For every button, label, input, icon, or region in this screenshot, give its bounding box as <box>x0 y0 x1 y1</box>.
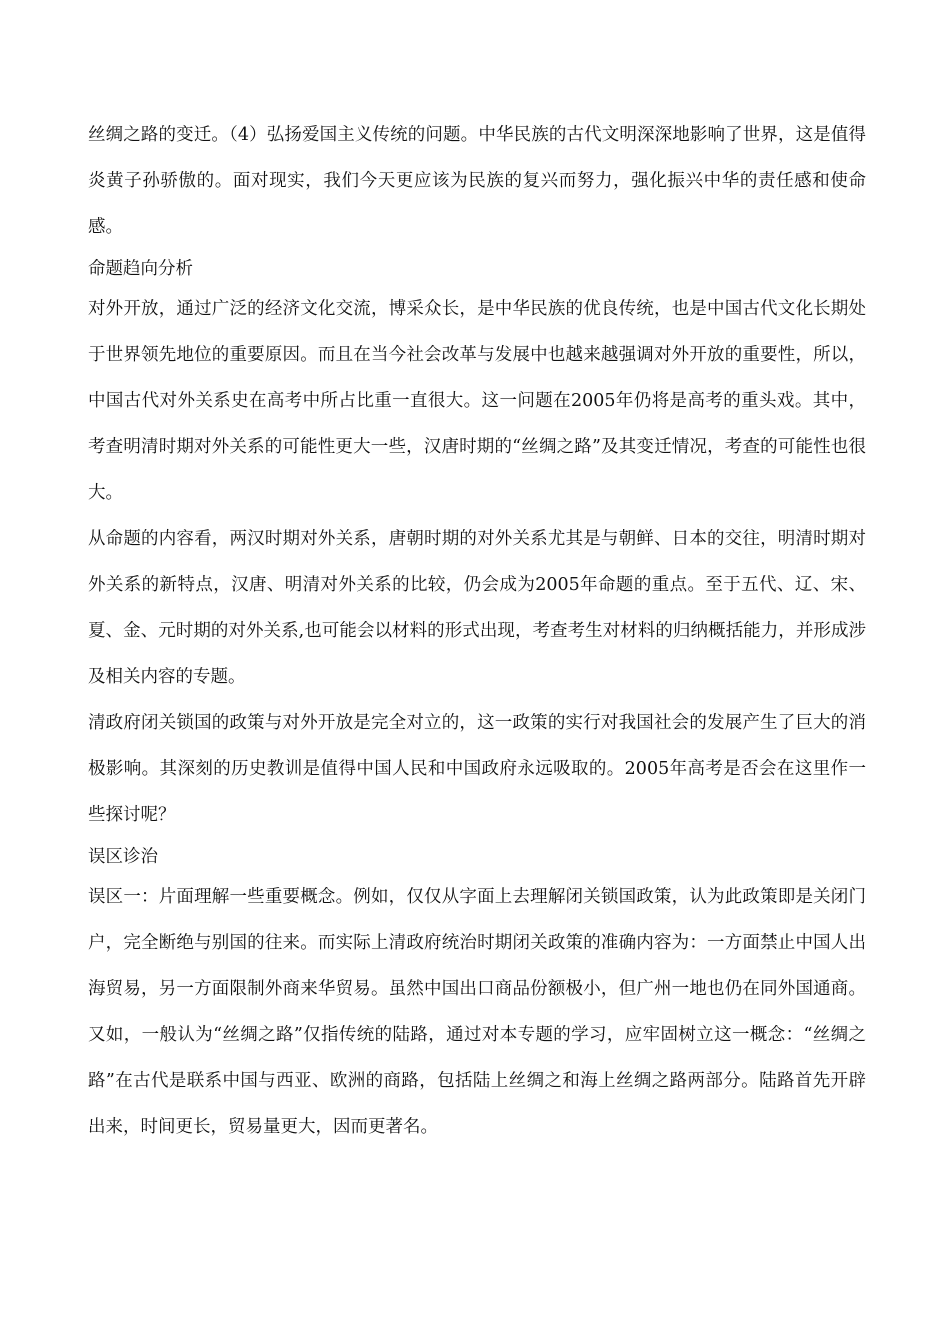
section-heading-trend-analysis: 命题趋向分析 <box>88 259 193 279</box>
document-body <box>88 112 866 1150</box>
paragraph-silk-road-continuation: 丝绸之路的变迁。（4）弘扬爱国主义传统的问题。中华民族的古代文明深深地影响了世界，这是值得炎黄子孙骄傲的。面对现实，我们今天更应该为民族的复兴而努力，强化振兴中华的责任感和使命感。 <box>88 125 866 237</box>
paragraph-misconception-one: 误区一：片面理解一些重要概念。例如，仅仅从字面上去理解闭关锁国政策，认为此政策即是关闭门户，完全断绝与别国的往来。而实际上清政府统治时期闭关政策的准确内容为：一方面禁止中国人出海贸易，另一方面限制外商来华贸易。虽然中国出口商品份额极小，但广州一地也仍在同外国通商。又如，一般认为“丝绸之路”仅指传统的陆路，通过对本专题的学习，应牢固树立这一概念：“丝绸之路”在古代是联系中国与西亚、欧洲的商路，包括陆上丝绸之和海上丝绸之路两部分。陆路首先开辟出来，时间更长，贸易量更大，因而更著名。 <box>88 887 866 1137</box>
paragraph-exam-content: 从命题的内容看，两汉时期对外关系，唐朝时期的对外关系尤其是与朝鲜、日本的交往，明清时期对外关系的新特点，汉唐、明清对外关系的比较，仍会成为2005年命题的重点。至于五代、辽、宋、夏、金、元时期的对外关系,也可能会以材料的形式出现，考查考生对材料的归纳概括能力，并形成涉及相关内容的专题。 <box>88 529 866 687</box>
paragraph-opening-up: 对外开放，通过广泛的经济文化交流，博采众长，是中华民族的优良传统，也是中国古代文化长期处于世界领先地位的重要原因。而且在当今社会改革与发展中也越来越强调对外开放的重要性，所以，中国古代对外关系史在高考中所占比重一直很大。这一问题在2005年仍将是高考的重头戏。其中，考查明清时期对外关系的可能性更大一些，汉唐时期的“丝绸之路”及其变迁情况，考查的可能性也很大。 <box>88 299 866 503</box>
section-heading-misconceptions: 误区诊治 <box>88 847 158 867</box>
paragraph-closed-door-policy: 清政府闭关锁国的政策与对外开放是完全对立的，这一政策的实行对我国社会的发展产生了巨大的消极影响。其深刻的历史教训是值得中国人民和中国政府永远吸取的。2005年高考是否会在这里作一些探讨呢？ <box>88 713 866 825</box>
